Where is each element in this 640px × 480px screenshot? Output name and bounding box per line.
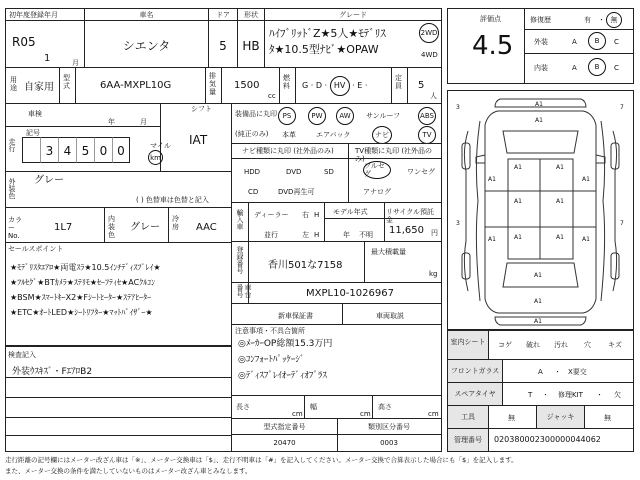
inspector-notes-block (5, 346, 232, 452)
color-no: 1L7 (54, 222, 73, 233)
length-cm: cm (292, 410, 303, 418)
odometer-digit: 0 (112, 137, 130, 163)
chassis-label: 車台番号 (236, 284, 252, 298)
model-year-divider (325, 218, 384, 219)
import-split (248, 203, 249, 241)
dmg-label-6: A1 (556, 198, 564, 205)
equip-aw-label: AW (339, 112, 351, 120)
tools-value: 無 (508, 414, 515, 422)
dmg-label-1: A1 (535, 101, 543, 108)
corner-7-top-right: 7 (620, 104, 624, 111)
era-year: R05 (12, 35, 36, 49)
doors-label: ドア (209, 9, 237, 21)
type-cert-hline (232, 434, 441, 435)
tv-sub: (社外品のみ) (355, 147, 433, 163)
chassis-split (248, 283, 249, 303)
grade-cell (264, 8, 442, 68)
navi-block (231, 143, 349, 203)
equip-pw-label: PW (311, 112, 323, 120)
ext-selected: B (594, 37, 600, 45)
tv-title-text: TV種類に丸印 (355, 147, 400, 155)
dmg-label-12: A1 (582, 236, 590, 243)
navi-title (242, 147, 334, 155)
equip-abs (418, 107, 436, 125)
dmg-label-13: A1 (534, 298, 542, 305)
spare-t: T (528, 391, 533, 399)
fuel-selected-circle (330, 76, 350, 96)
max-load-kg: kg (429, 270, 438, 278)
dmg-label-2: A1 (535, 117, 543, 124)
length-label: 長さ (236, 403, 250, 411)
odometer-digit: 3 (40, 137, 58, 163)
interior-color: グレー (130, 222, 160, 233)
class-label: 類別区分番号 (368, 423, 410, 431)
odometer-digit (22, 137, 40, 163)
front-glass-a: A (538, 368, 543, 376)
sheet-scratch: キズ (608, 341, 622, 349)
repair-no: 無 (610, 16, 618, 24)
shape-value: HB (242, 39, 260, 53)
shape-label: 形状 (238, 9, 264, 21)
int-selected-circle (588, 58, 606, 76)
fuel-options-tail: · E · (352, 81, 368, 90)
registration-number: 香川501な7158 (268, 260, 343, 271)
int-selected: B (594, 63, 600, 71)
ext-letter-c: C (614, 38, 619, 46)
handle-h-1: H (314, 211, 320, 219)
tools-row (447, 405, 634, 429)
equip-sunroof: サンルーフ (366, 112, 401, 120)
warranty-split (342, 304, 343, 324)
odometer-digit: 4 (58, 137, 76, 163)
use-label: 用途 (10, 76, 17, 92)
spare-kit: 修理KIT (558, 391, 583, 399)
car-name-label: 車名 (85, 9, 208, 21)
doors-value: 5 (219, 39, 227, 53)
reg-month: 1 (44, 53, 51, 64)
front-glass-label: フロントガラス (448, 360, 502, 382)
footer-line-2: また、メーター交換の条件を満たしていないものはメーター改ざん車とみなします。 (5, 467, 252, 475)
recycle-yen: 円 (431, 229, 438, 237)
shape-cell (237, 8, 265, 68)
front-glass-x: X要交 (568, 368, 587, 376)
handle-h-2: H (314, 231, 320, 239)
repair-label: 修復歴 (530, 16, 551, 24)
model-year-unknown: 不明 (359, 231, 373, 239)
warranty-new: 新車保証書 (278, 312, 313, 320)
sheet-stain: 汚れ (554, 341, 568, 349)
recycle-cell (384, 203, 441, 241)
tv-fullseg: フルセグ (364, 162, 385, 178)
spare-tire-split (502, 383, 503, 405)
repair-no-circle (606, 12, 622, 28)
color-no-label: カラーNo. (8, 216, 22, 240)
notes-rule-3 (6, 417, 231, 418)
spare-missing: 欠 (614, 391, 621, 399)
doors-cell (208, 8, 238, 68)
car-diagram (448, 91, 633, 329)
car-diagram-block (447, 90, 634, 330)
equip-ps-label: PS (282, 112, 292, 120)
equip-aw (336, 107, 354, 125)
fuel-label: 燃料 (279, 68, 295, 103)
class-value: 0003 (380, 439, 398, 447)
mgmt-split (488, 429, 489, 451)
corner-3-top-left: 3 (456, 104, 460, 111)
equip-navi-label: ナビ (375, 131, 389, 139)
front-glass-row (447, 359, 634, 383)
reg-month-unit: 月 (72, 59, 79, 67)
inspector-notes-label: 検査記入 (8, 351, 36, 359)
width-cm: cm (360, 410, 371, 418)
sales-line-3: ★BSM★ｽﾏｰﾄｷｰX2★Fｼｰﾄﾋｰﾀｰ★ｽﾃｱﾋｰﾀｰ (10, 293, 152, 302)
displacement-label: 排気量 (205, 68, 221, 103)
navi-divider (232, 158, 348, 159)
dmg-label-15: A1 (534, 272, 542, 279)
height-label: 高さ (378, 403, 392, 411)
exterior-note: ( ) 色替車は色替と記入 (136, 196, 209, 204)
grade-line1: ﾊｲﾌﾞﾘｯﾄﾞZ★5人★ﾓﾃﾞﾘｽ (269, 27, 386, 40)
tools-split-2 (584, 406, 585, 428)
shift-label: シフト (191, 105, 212, 113)
interior-sheet-label: 室内シート (448, 331, 488, 359)
displacement-value: 1500 (221, 68, 279, 103)
model-label: 型式 (59, 68, 75, 103)
interior-grade-label: 内装 (534, 64, 548, 72)
use-value: 自家用 (24, 82, 54, 93)
dmg-label-14: A1 (534, 318, 542, 325)
inspection-month-label: 月 (140, 118, 147, 126)
sheet-tear: 破れ (526, 341, 540, 349)
exterior-grade-label: 外装 (534, 38, 548, 46)
sheet-burn: コゲ (498, 341, 512, 349)
dmg-label-3: A1 (514, 164, 522, 171)
notes-line-2: ◎ｺﾝﾌｫｰﾄﾊﾟｯｹｰｼﾞ (238, 355, 305, 365)
dmg-label-4: A1 (556, 164, 564, 171)
dmg-label-8: A1 (556, 234, 564, 241)
exterior-color: グレー (34, 175, 64, 186)
corner-7-bottom-right: 7 (620, 220, 624, 227)
type-cert-label: 型式指定番号 (263, 423, 306, 431)
inspection-year-label: 年 (108, 118, 115, 126)
height-cm: cm (428, 410, 439, 418)
fuel-selected: HV (333, 81, 346, 90)
grades-block (447, 8, 634, 84)
first-reg-cell (5, 8, 85, 68)
km-label: km (150, 153, 161, 162)
recycle-value: 11,650 (389, 225, 424, 236)
dmg-label-5: A1 (514, 198, 522, 205)
grade-split (524, 9, 525, 83)
warranty-manual: 車両取説 (376, 312, 404, 320)
recycle-label: リサイクル預託金 (386, 208, 435, 224)
cc-unit: cc (268, 92, 276, 100)
equipment-sub: (純正のみ) (235, 130, 269, 138)
equip-pw (308, 107, 326, 125)
sales-points-label: セールスポイント (8, 245, 64, 253)
model-value: 6AA-MXPL10G (75, 68, 205, 103)
score-label: 評価点 (480, 15, 501, 23)
mileage-record-label: 記号 (26, 129, 40, 137)
equip-tv (418, 126, 436, 144)
grade-line2: ﾀ★10.5型ﾅﾋﾞ★OPAW (269, 43, 379, 56)
capacity-label: 定員 (391, 68, 407, 103)
chassis-number: MXPL10-1026967 (306, 288, 394, 299)
first-reg-label: 初年度登録年月 (6, 9, 84, 21)
tools-split-1 (488, 406, 489, 428)
interior-sheet-split (488, 331, 489, 359)
registration-split (248, 242, 249, 282)
spare-dot-2: ・ (596, 391, 603, 399)
navi-hdd: HDD (244, 168, 261, 176)
equipment-label: 装備品に丸印 (235, 110, 277, 118)
car-name-cell (84, 8, 209, 68)
sheet-hole: 穴 (584, 341, 591, 349)
score-value: 4.5 (472, 31, 514, 61)
registration-block (231, 241, 442, 283)
mileage-label: 走行 (8, 138, 16, 152)
equip-abs-label: ABS (420, 112, 434, 120)
front-glass-split (502, 360, 503, 382)
navi-cd: CD (248, 188, 259, 196)
capacity-unit: 人 (430, 92, 437, 100)
type-cert-block (231, 418, 442, 452)
ac-label: 冷房 (168, 207, 184, 243)
ext-selected-circle (588, 32, 606, 50)
repair-yes: 有 (584, 16, 591, 24)
car-name: シエンタ (122, 39, 171, 53)
navi-dvd: DVD (286, 168, 302, 176)
mile-label: マイル (150, 142, 171, 150)
jack-value: 無 (604, 414, 611, 422)
dim-split-1 (304, 396, 305, 418)
shift-value: IAT (189, 133, 208, 147)
warranty-block (231, 303, 442, 325)
navi-dvd-play: DVD再生可 (278, 188, 315, 196)
dimensions-block (231, 395, 442, 419)
import-dealer: ディーラー (254, 211, 289, 219)
drive-4wd: 4WD (421, 51, 438, 59)
tv-analog: アナログ (363, 188, 391, 196)
notes-rule-4 (6, 435, 231, 436)
spare-tire-row (447, 382, 634, 406)
recycle-divider (385, 218, 441, 219)
registration-label: 登録番号 (236, 246, 244, 274)
front-glass-dot: ・ (554, 368, 561, 376)
dmg-label-7: A1 (514, 234, 522, 241)
model-year-unit: 年 (343, 231, 350, 239)
int-letter-c: C (614, 64, 619, 72)
equip-tv-label: TV (422, 131, 432, 139)
tools-label: 工具 (448, 406, 488, 428)
notes-rule-1 (6, 377, 231, 378)
ac-value: AAC (196, 222, 217, 233)
odometer (22, 137, 130, 163)
fuel-options (295, 68, 391, 103)
fuel-options-lead: G · D · (302, 81, 330, 90)
width-label: 幅 (310, 403, 317, 411)
max-load-label: 最大積載量 (371, 248, 406, 256)
equip-leather: 本革 (282, 131, 296, 139)
sales-line-4: ★ETC★ｵｰﾄLED★ｼｰﾄﾘﾌﾀｰ★ﾏｯﾄﾊﾞｲｻﾞｰ★ (10, 308, 153, 317)
exterior-label: 外装色 (8, 178, 16, 199)
dim-split-2 (372, 396, 373, 418)
sales-line-1: ★ﾓﾃﾞﾘｽﾀｴｱﾛ★両電ｽﾗ★10.5ｲﾝﾁﾃﾞｨｽﾌﾟﾚｲ★ (10, 263, 161, 272)
dmg-label-11: A1 (488, 236, 496, 243)
interior-sheet-row (447, 330, 634, 360)
chassis-block (231, 282, 442, 304)
navi-sub: (社外品のみ) (293, 147, 334, 155)
equip-ps (278, 107, 296, 125)
spare-dot-1: ・ (542, 391, 549, 399)
grade-label: グレード (265, 9, 441, 21)
import-block (231, 202, 442, 242)
import-label: 輸入車 (236, 209, 244, 230)
int-letter-a: A (572, 64, 577, 72)
tv-oneseg: ワンセグ (407, 168, 435, 176)
max-load-cell (364, 242, 441, 282)
tv-title (355, 147, 441, 163)
dmg-label-9: A1 (488, 176, 496, 183)
jack-label: ジャッキ (536, 406, 584, 428)
mgmt-row (447, 428, 634, 452)
notes-label: 注意事項・不具合箇所 (235, 327, 305, 335)
ext-letter-a: A (572, 38, 577, 46)
grade-hline-2 (524, 53, 633, 54)
model-year-label: モデル年式 (333, 208, 368, 216)
spare-tire-label: スペアタイヤ (448, 383, 502, 405)
inspection-label: 車検 (28, 110, 42, 118)
handle-left: 左 (302, 231, 309, 239)
km-circle (148, 150, 163, 165)
model-year-cell (324, 203, 384, 241)
drive-2wd: 2WD (420, 29, 438, 37)
sales-line-2: ★ﾌﾙｾｸﾞ★BTｶﾒﾗ★ｽﾃﾘﾓ★ｾｰﾌﾃｨｾ★ACｸﾙｺﾝ (10, 278, 156, 287)
footer-line-1: 走行距離の記号欄にはメーター改ざん車は「※」、メーター交換車は「$」、走行不明車は「#」を記入してください。メーター交換で合算表示した場合にも「$」を記入します。 (5, 456, 518, 464)
row2 (5, 67, 442, 104)
corner-3-bottom-left: 3 (456, 220, 460, 227)
drive-2wd-circle (419, 23, 439, 43)
tv-block (348, 143, 442, 203)
dmg-label-10: A1 (582, 176, 590, 183)
navi-title-text: ナビ種類に丸印 (242, 147, 291, 155)
type-cert-value: 20470 (273, 439, 296, 447)
repair-dot: ・ (598, 16, 605, 24)
tv-divider (349, 158, 441, 159)
inspector-notes-line1: 外装ｳｽｷｽﾞ・FｴｱﾛB2 (12, 367, 93, 377)
navi-sd: SD (324, 168, 334, 176)
notes-rule-2 (6, 397, 231, 398)
notes-line-1: ◎ﾒｰｶｰOP総額15.3万円 (238, 339, 333, 349)
shift-cell (160, 103, 232, 171)
tv-fullseg-circle (363, 161, 391, 179)
notes-block (231, 324, 442, 396)
equip-airbag: エアバック (316, 131, 351, 139)
notes-line-3: ◎ﾃﾞｨｽﾌﾟﾚｲｵｰﾃﾞｨｵﾌﾟﾗｽ (238, 371, 327, 381)
capacity-value: 5 (407, 68, 441, 103)
equipment-block (231, 103, 442, 144)
interior-label: 内装色 (104, 207, 120, 243)
odometer-digit: 5 (76, 137, 94, 163)
odometer-digit: 0 (94, 137, 112, 163)
grade-hline-1 (524, 29, 633, 30)
equip-navi (372, 126, 392, 144)
sales-points-block (5, 242, 232, 346)
import-parallel: 並行 (264, 231, 278, 239)
mgmt-label: 管理番号 (448, 429, 488, 451)
mgmt-value: 020380002300000044062 (494, 435, 601, 444)
handle-right: 右 (302, 211, 309, 219)
